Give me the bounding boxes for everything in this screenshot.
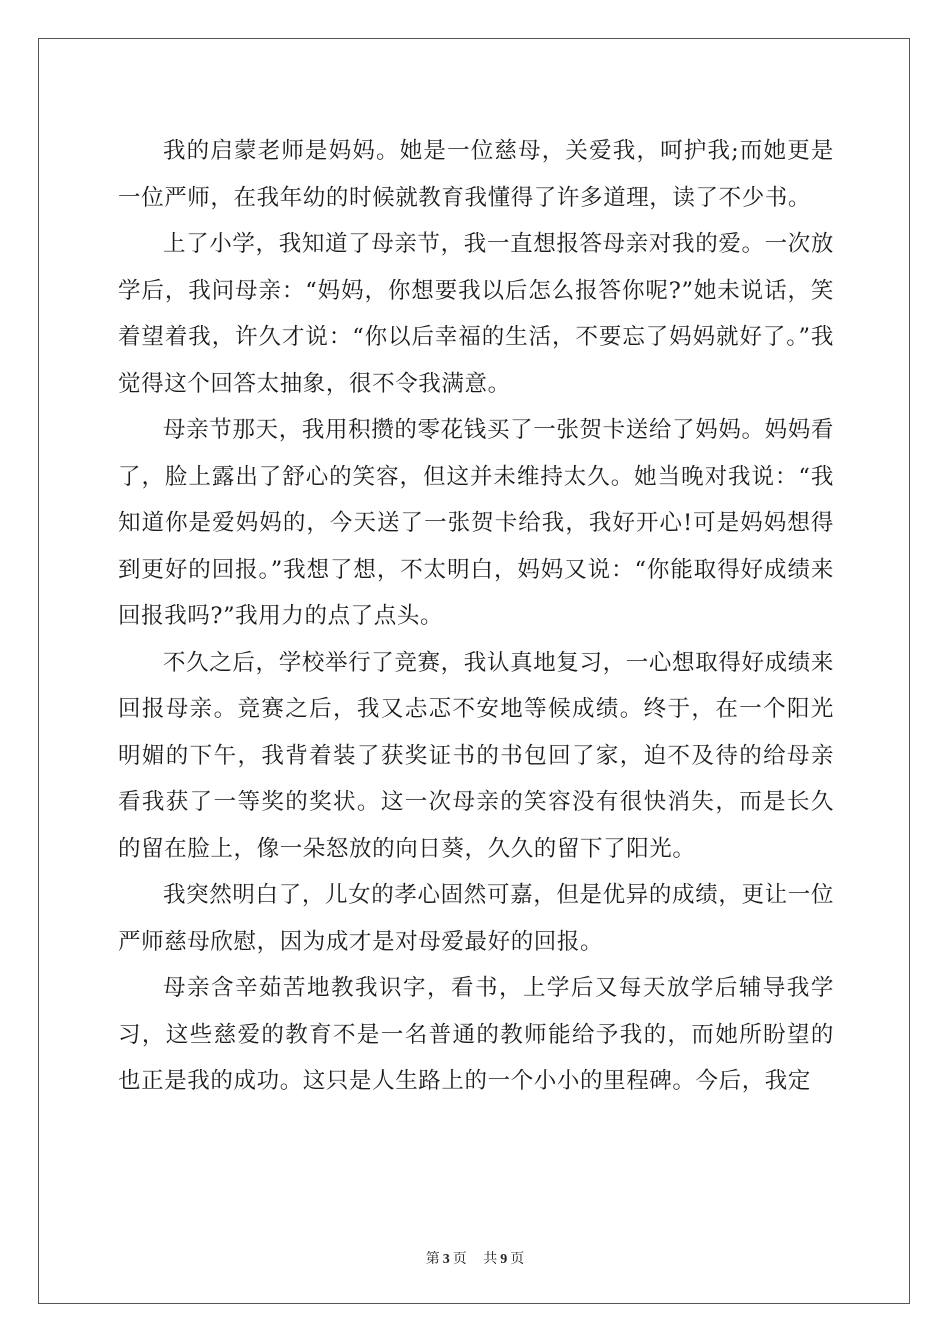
total-indicator: [480, 1251, 527, 1267]
document-body: [118, 128, 834, 1105]
page-suffix: 页: [452, 1251, 467, 1267]
total-prefix: 共: [483, 1251, 498, 1267]
page-prefix: 第: [425, 1251, 440, 1267]
paragraph: 我突然明白了，儿女的孝心固然可嘉，但是优异的成绩，更让一位严师慈母欣慰，因为成才是对母爱最好的回报。: [118, 882, 834, 955]
page-indicator: [423, 1251, 470, 1267]
paragraph: 母亲节那天，我用积攒的零花钱买了一张贺卡送给了妈妈。妈妈看了，脸上露出了舒心的笑容，但这并未维持太久。她当晚对我说：“我知道你是爱妈妈的，今天送了一张贺卡给我，我好开心!可是妈妈想得到更好的回报。”我想了想，不太明白，妈妈又说：“你能取得好成绩来回报我吗?”我用力的点了点头。: [118, 417, 834, 629]
paragraph: 不久之后，学校举行了竞赛，我认真地复习，一心想取得好成绩来回报母亲。竞赛之后，我又忐忑不安地等候成绩。终于，在一个阳光明媚的下午，我背着装了获奖证书的书包回了家，迫不及待的给母亲看我获了一等奖的奖状。这一次母亲的笑容没有很快消失，而是长久的留在脸上，像一朵怒放的向日葵，久久的留下了阳光。: [118, 649, 834, 862]
paragraph: 上了小学，我知道了母亲节，我一直想报答母亲对我的爱。一次放学后，我问母亲：“妈妈，你想要我以后怎么报答你呢?”她未说话，笑着望着我，许久才说：“你以后幸福的生活，不要忘了妈妈就好了。”我觉得这个回答太抽象，很不令我满意。: [118, 231, 834, 397]
total-suffix: 页: [510, 1251, 525, 1267]
paragraph: 母亲含辛茹苦地教我识字，看书，上学后又每天放学后辅导我学习，这些慈爱的教育不是一名普通的教师能给予我的，而她所盼望的也正是我的成功。这只是人生路上的一个小小的里程碑。今后，我定: [118, 975, 834, 1094]
total-pages: 9: [500, 1252, 508, 1267]
page-number: 3: [442, 1252, 450, 1267]
paragraph: 我的启蒙老师是妈妈。她是一位慈母，关爱我，呵护我;而她更是一位严师，在我年幼的时候就教育我懂得了许多道理，读了不少书。: [118, 138, 834, 211]
page-footer: [0, 1248, 950, 1268]
